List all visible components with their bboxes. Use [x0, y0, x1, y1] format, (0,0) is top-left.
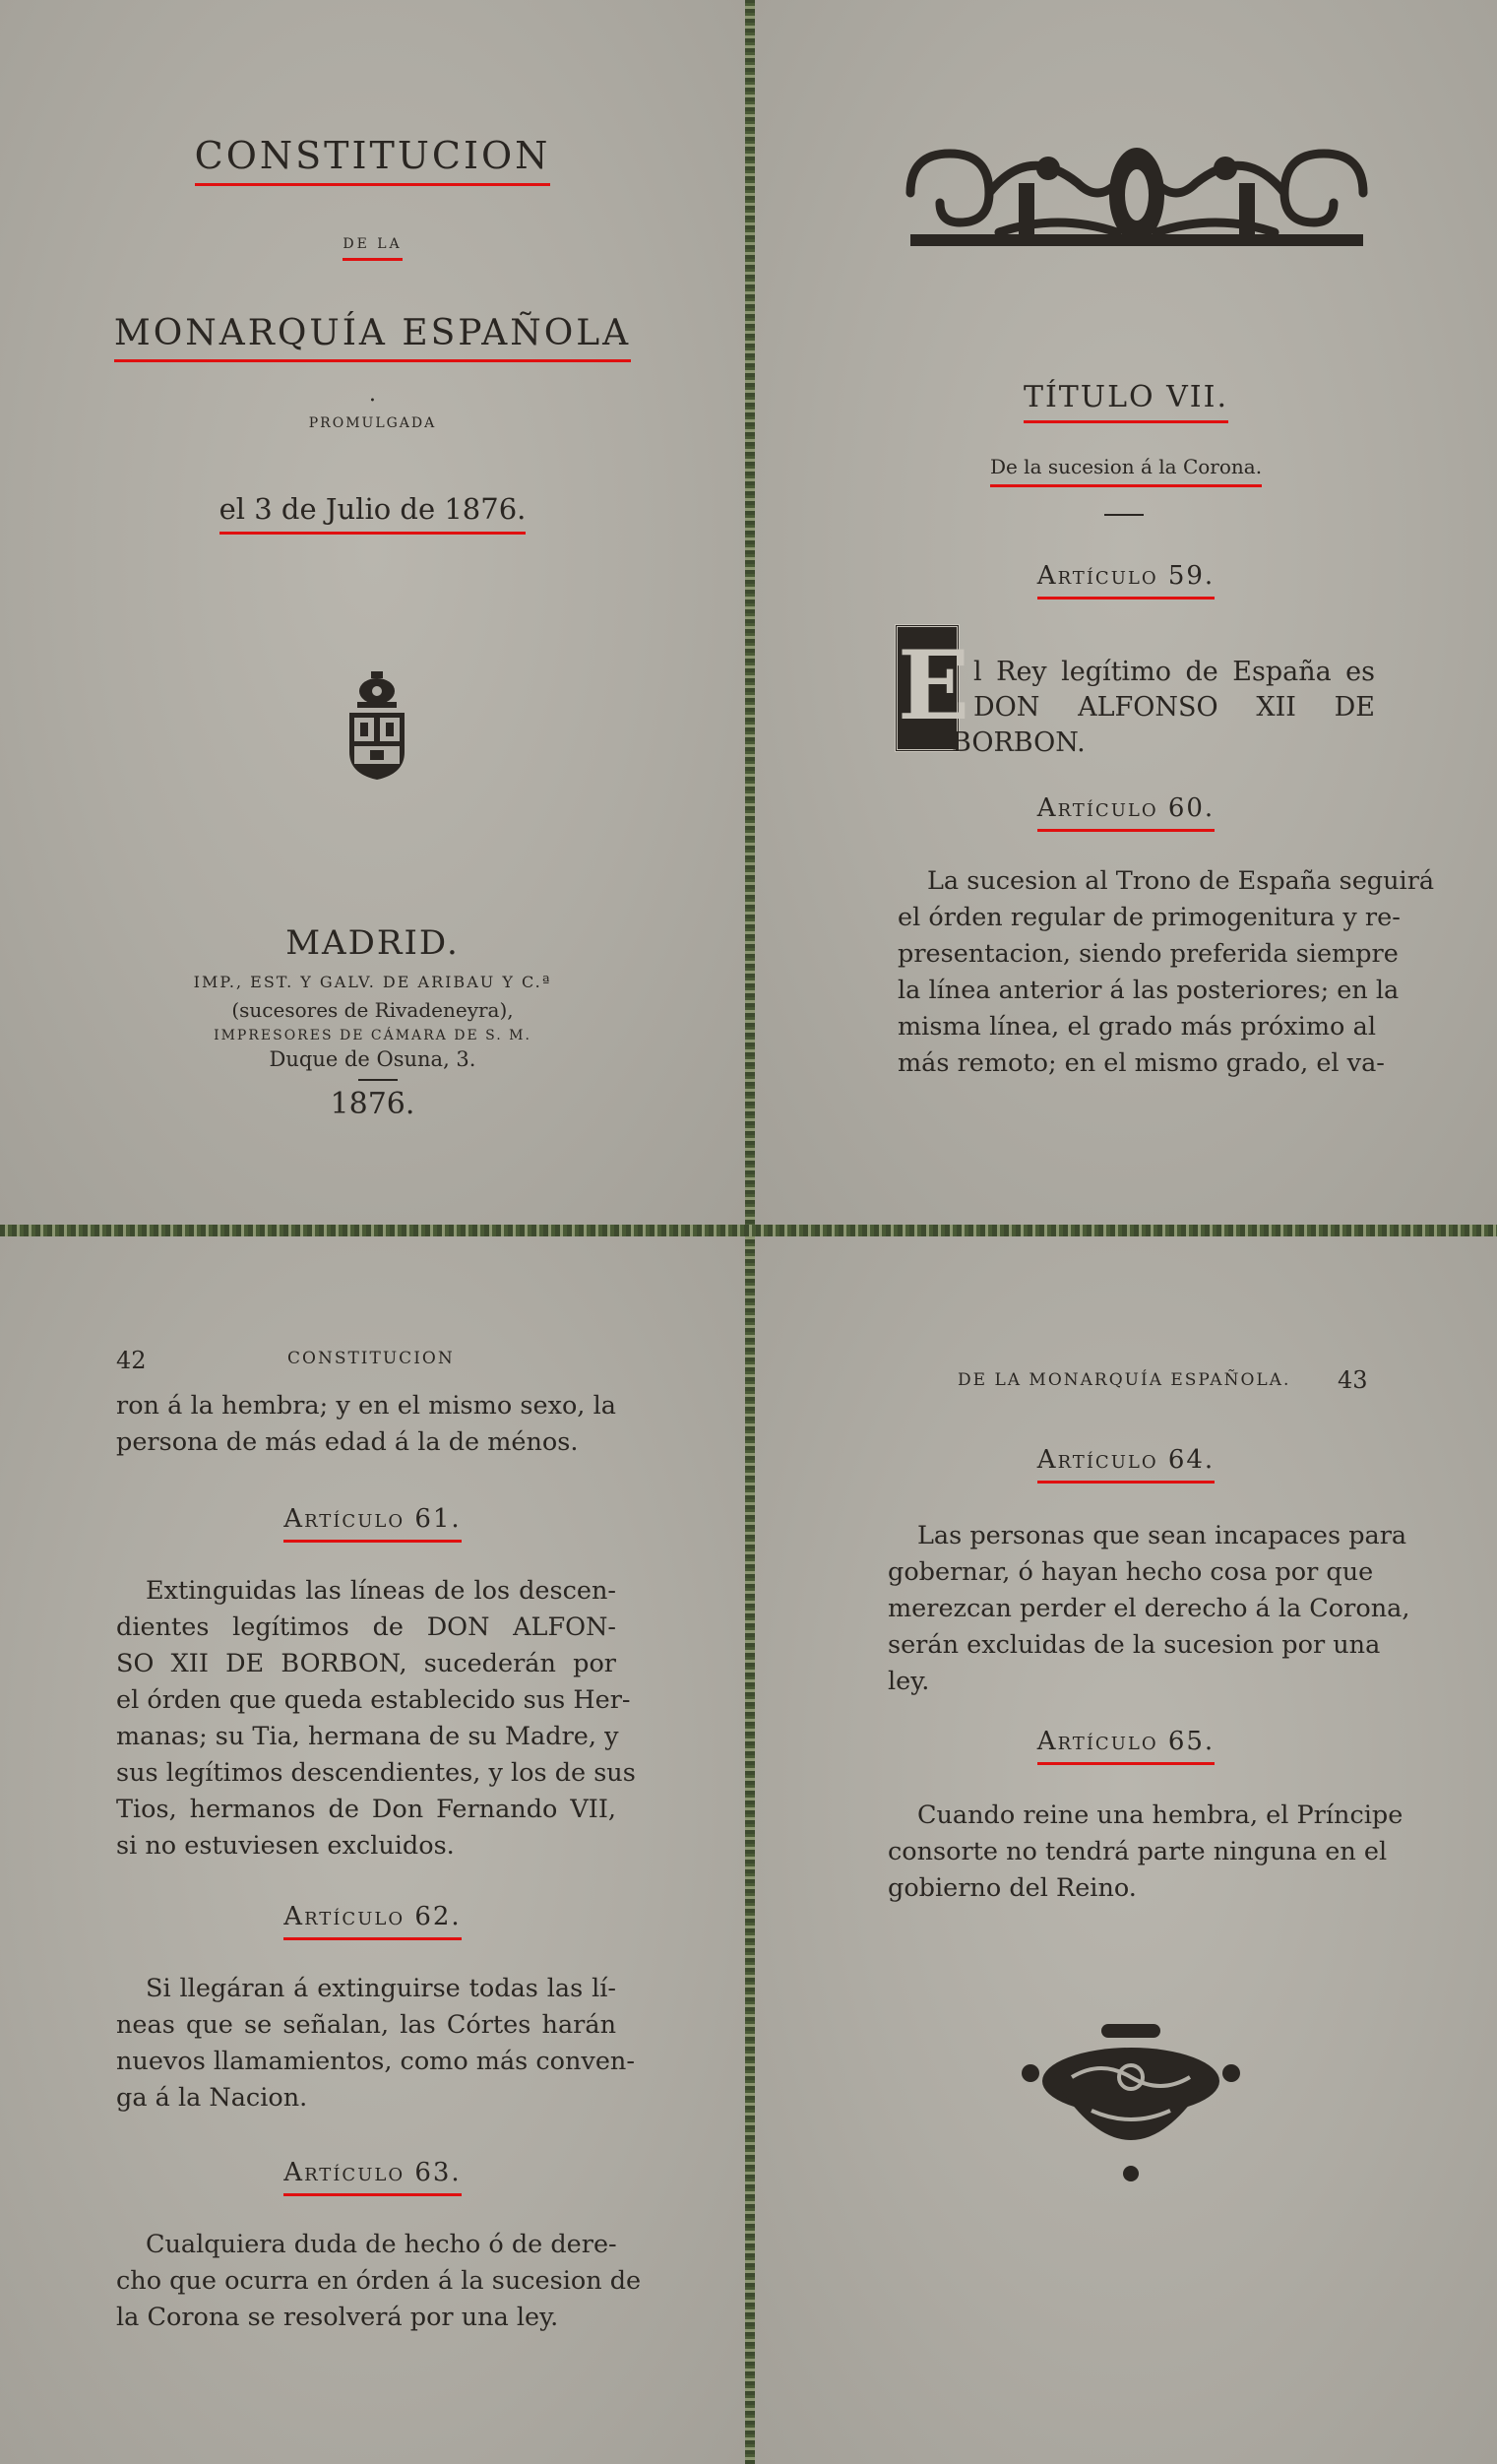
rule-divider	[358, 1079, 398, 1081]
continued-text: ron á la hembra; y en el mismo sexo, la persona de más edad á la de ménos.	[116, 1391, 616, 1457]
headpiece-ornament-icon	[891, 124, 1383, 262]
titulo-subheading: De la sucesion á la Corona.	[990, 455, 1262, 487]
article-63-text: Cualquiera duda de hecho ó de dere- cho que ocurra en órden á la sucesion de la Corona se resolverá por una ley.	[116, 2230, 642, 2332]
crown-shield-emblem-icon	[346, 671, 407, 782]
article-59-heading: Artículo 59.	[1037, 561, 1215, 600]
page-41: TÍTULO VII. De la sucesion á la Corona. Artículo 59. E l Rey legítimo de España es DON ALFONSO XII DE BORBON. Artículo 60. La sucesion al Trono de España seguirá el órden regular de primogenitura y re- presentacion, siendo preferida siempre la línea anterior á las posteriores; en la misma línea, el grado más próximo al más remoto; en el mismo grado, el va-	[755, 0, 1497, 1225]
article-61-text: Extinguidas las líneas de los descen- dientes legítimos de DON ALFON- SO XII DE BORBON, sucederán por el órden que queda establecido sus Her- manas; su Tia, hermana de su Madre, y sus legítimos descendientes, y los de sus Tios, hermanos de Don Fernando VII, si no estuviesen excluidos.	[116, 1576, 636, 1861]
article-60-heading: Artículo 60.	[1037, 793, 1215, 832]
book-subtitle: MONARQUÍA ESPAÑOLA	[114, 313, 631, 362]
printer-line-2: (sucesores de Rivadeneyra),	[231, 998, 514, 1022]
small-dash-ornament: •	[369, 396, 376, 407]
title-page	[0, 0, 745, 1225]
article-59-text: l Rey legítimo de España es	[973, 657, 1375, 687]
page-42	[0, 1236, 745, 2464]
article-64-heading: Artículo 64.	[1037, 1445, 1215, 1484]
page-43	[755, 1236, 1497, 2464]
article-59-dropcap: E	[895, 624, 960, 752]
article-62-heading: Artículo 62.	[283, 1902, 461, 1940]
de-la-label: DE LA	[343, 236, 402, 261]
running-head: CONSTITUCION	[287, 1349, 455, 1368]
article-65-text: Cuando reine una hembra, el Príncipe consorte no tendrá parte ninguna en el gobierno del Reino.	[888, 1801, 1403, 1903]
promulgada-label: PROMULGADA	[308, 415, 437, 431]
promulgation-date: el 3 de Julio de 1876.	[219, 492, 527, 535]
rule-divider	[1104, 514, 1144, 516]
article-60-text: La sucesion al Trono de España seguirá el órden regular de primogenitura y re- presentacion, siendo preferida siempre la línea anterior á las posteriores; en la misma línea, el grado más próximo al más remoto; en el mismo grado, el va-	[898, 866, 1435, 1078]
titulo-heading: TÍTULO VII.	[1024, 380, 1228, 423]
printer-line-4: Duque de Osuna, 3.	[269, 1047, 476, 1071]
tailpiece-ornament-icon	[1013, 2012, 1249, 2185]
city-name: MADRID.	[285, 923, 460, 963]
running-head: DE LA MONARQUÍA ESPAÑOLA.	[958, 1370, 1291, 1390]
publication-year: 1876.	[330, 1087, 415, 1121]
printer-line-1: IMP., EST. Y GALV. DE ARIBAU Y C.ª	[193, 973, 552, 991]
book-title: CONSTITUCION	[195, 134, 551, 186]
article-63-heading: Artículo 63.	[283, 2158, 461, 2196]
page-number: 43	[1338, 1366, 1368, 1394]
printer-line-3: IMPRESORES DE CÁMARA DE S. M.	[214, 1028, 531, 1043]
article-64-text: Las personas que sean incapaces para gobernar, ó hayan hecho cosa por que merezcan perder el derecho á la Corona, serán excluidas de la sucesion por una ley.	[888, 1521, 1410, 1696]
article-61-heading: Artículo 61.	[283, 1504, 461, 1543]
article-65-heading: Artículo 65.	[1037, 1727, 1215, 1765]
horizontal-separator	[0, 1225, 1497, 1236]
page-number: 42	[116, 1347, 147, 1374]
article-62-text: Si llegáran á extinguirse todas las lí- neas que se señalan, las Córtes harán nuevos llamamientos, como más conven- ga á la Nacion.	[116, 1974, 635, 2113]
